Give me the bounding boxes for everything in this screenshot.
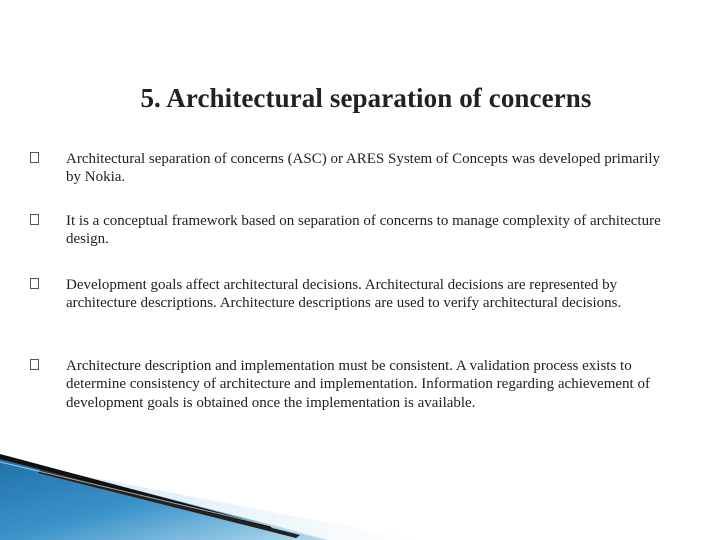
bullet-text: Architecture description and implementation must be consistent. A validation process exists to determine consistency of architecture and implementation. Information regarding achievement of development goals is obtained once the implementation is available. (66, 358, 650, 411)
bullet-box-icon (30, 278, 39, 289)
bullet-box-icon (30, 152, 39, 163)
bullet-box-icon (30, 359, 39, 370)
slide-title: 5. Architectural separation of concerns (140, 83, 592, 113)
bullet-text: It is a conceptual framework based on separation of concerns to manage complexity of architecture design. (66, 213, 661, 248)
bullet-text: Architectural separation of concerns (ASC) or ARES System of Concepts was developed primarily by Nokia. (66, 151, 661, 186)
corner-decoration (0, 440, 720, 540)
bullet-text: Development goals affect architectural decisions. Architectural decisions are represented by architecture descriptions. Architecture descriptions are used to verify architectural decisions. (66, 277, 622, 312)
bullet-box-icon (30, 214, 39, 225)
